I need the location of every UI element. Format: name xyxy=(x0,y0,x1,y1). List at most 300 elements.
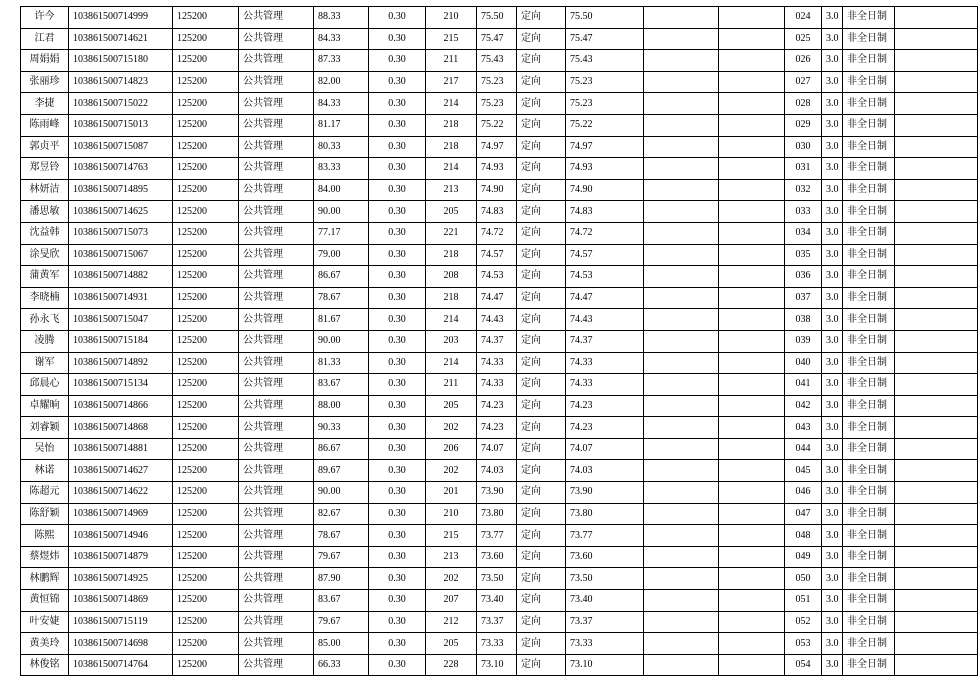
table-row xyxy=(21,28,978,50)
type-cell: 定向 xyxy=(517,266,566,288)
weight-cell: 0.30 xyxy=(369,460,426,482)
table-row xyxy=(21,114,978,136)
exam-id-cell: 103861500714892 xyxy=(69,352,173,374)
blank-cell xyxy=(719,546,785,568)
total-cell: 73.77 xyxy=(566,525,644,547)
note-cell xyxy=(644,136,719,158)
blank-cell xyxy=(719,93,785,115)
trailing-cell xyxy=(895,179,978,201)
type-cell: 定向 xyxy=(517,525,566,547)
blank-cell xyxy=(719,395,785,417)
major-code-cell: 125200 xyxy=(173,287,239,309)
total-cell: 75.23 xyxy=(566,93,644,115)
blank-cell xyxy=(719,28,785,50)
final-cell: 74.23 xyxy=(477,395,517,417)
score-cell: 87.90 xyxy=(314,568,369,590)
seq-cell: 051 xyxy=(785,590,822,612)
exam-id-cell: 103861500714946 xyxy=(69,525,173,547)
name-cell: 林俊铭 xyxy=(21,654,69,676)
table-row xyxy=(21,654,978,676)
table-row xyxy=(21,287,978,309)
study-mode-cell: 非全日制 xyxy=(843,222,895,244)
exam-id-cell: 103861500714625 xyxy=(69,201,173,223)
exam-id-cell: 103861500715022 xyxy=(69,93,173,115)
table-row xyxy=(21,50,978,72)
study-mode-cell: 非全日制 xyxy=(843,309,895,331)
exam-id-cell: 103861500715180 xyxy=(69,50,173,72)
gpa-cell: 3.0 xyxy=(822,374,843,396)
score-cell: 90.00 xyxy=(314,201,369,223)
major-cell: 公共管理 xyxy=(239,309,314,331)
study-mode-cell: 非全日制 xyxy=(843,201,895,223)
weight-cell: 0.30 xyxy=(369,482,426,504)
note-cell xyxy=(644,633,719,655)
gpa-cell: 3.0 xyxy=(822,93,843,115)
weight-cell: 0.30 xyxy=(369,395,426,417)
trailing-cell xyxy=(895,93,978,115)
study-mode-cell: 非全日制 xyxy=(843,395,895,417)
score-cell: 84.33 xyxy=(314,93,369,115)
weight-cell: 0.30 xyxy=(369,136,426,158)
score-cell: 79.67 xyxy=(314,546,369,568)
study-mode-cell: 非全日制 xyxy=(843,93,895,115)
gpa-cell: 3.0 xyxy=(822,633,843,655)
score-cell: 79.00 xyxy=(314,244,369,266)
final-cell: 75.22 xyxy=(477,114,517,136)
trailing-cell xyxy=(895,395,978,417)
final-cell: 73.60 xyxy=(477,546,517,568)
seq-cell: 035 xyxy=(785,244,822,266)
rank-score-cell: 214 xyxy=(426,309,477,331)
table-row xyxy=(21,395,978,417)
blank-cell xyxy=(719,179,785,201)
score-cell: 83.33 xyxy=(314,158,369,180)
table-body xyxy=(21,7,978,676)
study-mode-cell: 非全日制 xyxy=(843,244,895,266)
seq-cell: 042 xyxy=(785,395,822,417)
name-cell: 江君 xyxy=(21,28,69,50)
study-mode-cell: 非全日制 xyxy=(843,28,895,50)
score-cell: 81.67 xyxy=(314,309,369,331)
major-cell: 公共管理 xyxy=(239,330,314,352)
seq-cell: 053 xyxy=(785,633,822,655)
final-cell: 73.50 xyxy=(477,568,517,590)
trailing-cell xyxy=(895,503,978,525)
type-cell: 定向 xyxy=(517,633,566,655)
seq-cell: 041 xyxy=(785,374,822,396)
rank-score-cell: 208 xyxy=(426,266,477,288)
type-cell: 定向 xyxy=(517,352,566,374)
table-row xyxy=(21,525,978,547)
major-code-cell: 125200 xyxy=(173,179,239,201)
major-cell: 公共管理 xyxy=(239,590,314,612)
name-cell: 涂旻欣 xyxy=(21,244,69,266)
rank-score-cell: 228 xyxy=(426,654,477,676)
exam-id-cell: 103861500714882 xyxy=(69,266,173,288)
name-cell: 郭贞平 xyxy=(21,136,69,158)
blank-cell xyxy=(719,222,785,244)
rank-score-cell: 201 xyxy=(426,482,477,504)
major-code-cell: 125200 xyxy=(173,201,239,223)
seq-cell: 032 xyxy=(785,179,822,201)
final-cell: 73.33 xyxy=(477,633,517,655)
note-cell xyxy=(644,179,719,201)
name-cell: 黄美玲 xyxy=(21,633,69,655)
major-cell: 公共管理 xyxy=(239,374,314,396)
exam-id-cell: 103861500714698 xyxy=(69,633,173,655)
trailing-cell xyxy=(895,525,978,547)
final-cell: 74.33 xyxy=(477,352,517,374)
exam-id-cell: 103861500714895 xyxy=(69,179,173,201)
final-cell: 74.93 xyxy=(477,158,517,180)
type-cell: 定向 xyxy=(517,654,566,676)
seq-cell: 034 xyxy=(785,222,822,244)
name-cell: 李晓楠 xyxy=(21,287,69,309)
note-cell xyxy=(644,611,719,633)
exam-id-cell: 103861500714866 xyxy=(69,395,173,417)
note-cell xyxy=(644,309,719,331)
weight-cell: 0.30 xyxy=(369,568,426,590)
seq-cell: 044 xyxy=(785,438,822,460)
score-cell: 82.00 xyxy=(314,71,369,93)
note-cell xyxy=(644,287,719,309)
major-code-cell: 125200 xyxy=(173,309,239,331)
major-cell: 公共管理 xyxy=(239,28,314,50)
blank-cell xyxy=(719,438,785,460)
score-cell: 77.17 xyxy=(314,222,369,244)
final-cell: 75.43 xyxy=(477,50,517,72)
final-cell: 74.83 xyxy=(477,201,517,223)
exam-id-cell: 103861500714763 xyxy=(69,158,173,180)
score-cell: 85.00 xyxy=(314,633,369,655)
major-code-cell: 125200 xyxy=(173,222,239,244)
seq-cell: 046 xyxy=(785,482,822,504)
weight-cell: 0.30 xyxy=(369,330,426,352)
rank-score-cell: 212 xyxy=(426,611,477,633)
study-mode-cell: 非全日制 xyxy=(843,179,895,201)
major-cell: 公共管理 xyxy=(239,287,314,309)
total-cell: 75.47 xyxy=(566,28,644,50)
blank-cell xyxy=(719,71,785,93)
major-cell: 公共管理 xyxy=(239,633,314,655)
rank-score-cell: 214 xyxy=(426,352,477,374)
note-cell xyxy=(644,222,719,244)
name-cell: 吴怡 xyxy=(21,438,69,460)
major-cell: 公共管理 xyxy=(239,50,314,72)
table-row xyxy=(21,417,978,439)
major-code-cell: 125200 xyxy=(173,438,239,460)
note-cell xyxy=(644,114,719,136)
major-code-cell: 125200 xyxy=(173,654,239,676)
score-cell: 86.67 xyxy=(314,438,369,460)
weight-cell: 0.30 xyxy=(369,438,426,460)
total-cell: 74.72 xyxy=(566,222,644,244)
final-cell: 74.47 xyxy=(477,287,517,309)
blank-cell xyxy=(719,7,785,29)
score-cell: 90.00 xyxy=(314,482,369,504)
gpa-cell: 3.0 xyxy=(822,568,843,590)
note-cell xyxy=(644,266,719,288)
type-cell: 定向 xyxy=(517,611,566,633)
seq-cell: 031 xyxy=(785,158,822,180)
final-cell: 74.07 xyxy=(477,438,517,460)
trailing-cell xyxy=(895,482,978,504)
name-cell: 刘睿颖 xyxy=(21,417,69,439)
study-mode-cell: 非全日制 xyxy=(843,7,895,29)
gpa-cell: 3.0 xyxy=(822,136,843,158)
table-row xyxy=(21,546,978,568)
rank-score-cell: 214 xyxy=(426,93,477,115)
type-cell: 定向 xyxy=(517,7,566,29)
major-code-cell: 125200 xyxy=(173,352,239,374)
major-cell: 公共管理 xyxy=(239,503,314,525)
blank-cell xyxy=(719,525,785,547)
study-mode-cell: 非全日制 xyxy=(843,287,895,309)
table-row xyxy=(21,590,978,612)
total-cell: 74.23 xyxy=(566,417,644,439)
gpa-cell: 3.0 xyxy=(822,7,843,29)
study-mode-cell: 非全日制 xyxy=(843,352,895,374)
blank-cell xyxy=(719,266,785,288)
table-row xyxy=(21,633,978,655)
name-cell: 林鹏辉 xyxy=(21,568,69,590)
score-cell: 83.67 xyxy=(314,590,369,612)
exam-id-cell: 103861500714622 xyxy=(69,482,173,504)
rank-score-cell: 218 xyxy=(426,287,477,309)
type-cell: 定向 xyxy=(517,417,566,439)
major-cell: 公共管理 xyxy=(239,114,314,136)
exam-id-cell: 103861500715184 xyxy=(69,330,173,352)
exam-id-cell: 103861500715067 xyxy=(69,244,173,266)
total-cell: 73.80 xyxy=(566,503,644,525)
trailing-cell xyxy=(895,438,978,460)
final-cell: 74.53 xyxy=(477,266,517,288)
blank-cell xyxy=(719,352,785,374)
rank-score-cell: 203 xyxy=(426,330,477,352)
major-cell: 公共管理 xyxy=(239,438,314,460)
total-cell: 74.03 xyxy=(566,460,644,482)
seq-cell: 027 xyxy=(785,71,822,93)
name-cell: 许今 xyxy=(21,7,69,29)
exam-id-cell: 103861500715013 xyxy=(69,114,173,136)
weight-cell: 0.30 xyxy=(369,309,426,331)
study-mode-cell: 非全日制 xyxy=(843,525,895,547)
table-row xyxy=(21,179,978,201)
final-cell: 74.37 xyxy=(477,330,517,352)
blank-cell xyxy=(719,611,785,633)
score-cell: 84.33 xyxy=(314,28,369,50)
name-cell: 陈雨峰 xyxy=(21,114,69,136)
name-cell: 林诺 xyxy=(21,460,69,482)
total-cell: 74.43 xyxy=(566,309,644,331)
final-cell: 73.40 xyxy=(477,590,517,612)
seq-cell: 039 xyxy=(785,330,822,352)
major-code-cell: 125200 xyxy=(173,503,239,525)
exam-id-cell: 103861500714999 xyxy=(69,7,173,29)
rank-score-cell: 202 xyxy=(426,417,477,439)
name-cell: 周娟娟 xyxy=(21,50,69,72)
exam-id-cell: 103861500715073 xyxy=(69,222,173,244)
blank-cell xyxy=(719,482,785,504)
exam-id-cell: 103861500714627 xyxy=(69,460,173,482)
total-cell: 74.07 xyxy=(566,438,644,460)
major-code-cell: 125200 xyxy=(173,611,239,633)
note-cell xyxy=(644,525,719,547)
blank-cell xyxy=(719,330,785,352)
seq-cell: 028 xyxy=(785,93,822,115)
rank-score-cell: 210 xyxy=(426,503,477,525)
table-row xyxy=(21,266,978,288)
gpa-cell: 3.0 xyxy=(822,611,843,633)
table-row xyxy=(21,460,978,482)
name-cell: 潘思敏 xyxy=(21,201,69,223)
name-cell: 黄恒锦 xyxy=(21,590,69,612)
type-cell: 定向 xyxy=(517,50,566,72)
major-cell: 公共管理 xyxy=(239,158,314,180)
rank-score-cell: 207 xyxy=(426,590,477,612)
name-cell: 卓耀晌 xyxy=(21,395,69,417)
name-cell: 陈熙 xyxy=(21,525,69,547)
score-cell: 90.00 xyxy=(314,330,369,352)
major-code-cell: 125200 xyxy=(173,244,239,266)
type-cell: 定向 xyxy=(517,114,566,136)
total-cell: 74.90 xyxy=(566,179,644,201)
blank-cell xyxy=(719,460,785,482)
gpa-cell: 3.0 xyxy=(822,114,843,136)
type-cell: 定向 xyxy=(517,330,566,352)
study-mode-cell: 非全日制 xyxy=(843,114,895,136)
gpa-cell: 3.0 xyxy=(822,590,843,612)
note-cell xyxy=(644,93,719,115)
trailing-cell xyxy=(895,611,978,633)
exam-id-cell: 103861500714879 xyxy=(69,546,173,568)
exam-id-cell: 103861500714969 xyxy=(69,503,173,525)
rank-score-cell: 205 xyxy=(426,395,477,417)
gpa-cell: 3.0 xyxy=(822,395,843,417)
name-cell: 张丽珍 xyxy=(21,71,69,93)
final-cell: 74.23 xyxy=(477,417,517,439)
name-cell: 邱晨心 xyxy=(21,374,69,396)
trailing-cell xyxy=(895,633,978,655)
seq-cell: 029 xyxy=(785,114,822,136)
seq-cell: 033 xyxy=(785,201,822,223)
note-cell xyxy=(644,71,719,93)
seq-cell: 024 xyxy=(785,7,822,29)
trailing-cell xyxy=(895,266,978,288)
major-cell: 公共管理 xyxy=(239,546,314,568)
trailing-cell xyxy=(895,222,978,244)
table-row xyxy=(21,201,978,223)
gpa-cell: 3.0 xyxy=(822,244,843,266)
rank-score-cell: 205 xyxy=(426,633,477,655)
blank-cell xyxy=(719,417,785,439)
rank-score-cell: 218 xyxy=(426,114,477,136)
weight-cell: 0.30 xyxy=(369,546,426,568)
gpa-cell: 3.0 xyxy=(822,222,843,244)
score-cell: 81.17 xyxy=(314,114,369,136)
name-cell: 叶安婕 xyxy=(21,611,69,633)
exam-id-cell: 103861500715047 xyxy=(69,309,173,331)
type-cell: 定向 xyxy=(517,93,566,115)
name-cell: 蔡煜炜 xyxy=(21,546,69,568)
score-cell: 82.67 xyxy=(314,503,369,525)
study-mode-cell: 非全日制 xyxy=(843,503,895,525)
study-mode-cell: 非全日制 xyxy=(843,330,895,352)
study-mode-cell: 非全日制 xyxy=(843,266,895,288)
type-cell: 定向 xyxy=(517,222,566,244)
major-cell: 公共管理 xyxy=(239,244,314,266)
seq-cell: 052 xyxy=(785,611,822,633)
rank-score-cell: 221 xyxy=(426,222,477,244)
table-row xyxy=(21,611,978,633)
major-cell: 公共管理 xyxy=(239,136,314,158)
gpa-cell: 3.0 xyxy=(822,266,843,288)
gpa-cell: 3.0 xyxy=(822,309,843,331)
seq-cell: 026 xyxy=(785,50,822,72)
rank-score-cell: 213 xyxy=(426,179,477,201)
weight-cell: 0.30 xyxy=(369,28,426,50)
weight-cell: 0.30 xyxy=(369,201,426,223)
gpa-cell: 3.0 xyxy=(822,287,843,309)
final-cell: 75.50 xyxy=(477,7,517,29)
weight-cell: 0.30 xyxy=(369,374,426,396)
total-cell: 73.37 xyxy=(566,611,644,633)
weight-cell: 0.30 xyxy=(369,222,426,244)
table-row xyxy=(21,352,978,374)
study-mode-cell: 非全日制 xyxy=(843,654,895,676)
name-cell: 凌腾 xyxy=(21,330,69,352)
note-cell xyxy=(644,50,719,72)
major-code-cell: 125200 xyxy=(173,374,239,396)
exam-id-cell: 103861500715119 xyxy=(69,611,173,633)
blank-cell xyxy=(719,50,785,72)
seq-cell: 040 xyxy=(785,352,822,374)
type-cell: 定向 xyxy=(517,179,566,201)
major-code-cell: 125200 xyxy=(173,460,239,482)
study-mode-cell: 非全日制 xyxy=(843,460,895,482)
score-cell: 86.67 xyxy=(314,266,369,288)
rank-score-cell: 217 xyxy=(426,71,477,93)
table-row xyxy=(21,93,978,115)
weight-cell: 0.30 xyxy=(369,633,426,655)
score-cell: 79.67 xyxy=(314,611,369,633)
major-cell: 公共管理 xyxy=(239,71,314,93)
name-cell: 郑昱铃 xyxy=(21,158,69,180)
gpa-cell: 3.0 xyxy=(822,158,843,180)
major-code-cell: 125200 xyxy=(173,546,239,568)
note-cell xyxy=(644,482,719,504)
blank-cell xyxy=(719,158,785,180)
note-cell xyxy=(644,352,719,374)
total-cell: 74.83 xyxy=(566,201,644,223)
blank-cell xyxy=(719,503,785,525)
score-cell: 84.00 xyxy=(314,179,369,201)
gpa-cell: 3.0 xyxy=(822,482,843,504)
exam-id-cell: 103861500715134 xyxy=(69,374,173,396)
exam-id-cell: 103861500714764 xyxy=(69,654,173,676)
note-cell xyxy=(644,28,719,50)
final-cell: 75.23 xyxy=(477,71,517,93)
type-cell: 定向 xyxy=(517,438,566,460)
major-code-cell: 125200 xyxy=(173,330,239,352)
study-mode-cell: 非全日制 xyxy=(843,546,895,568)
type-cell: 定向 xyxy=(517,546,566,568)
trailing-cell xyxy=(895,136,978,158)
trailing-cell xyxy=(895,28,978,50)
gpa-cell: 3.0 xyxy=(822,50,843,72)
gpa-cell: 3.0 xyxy=(822,352,843,374)
blank-cell xyxy=(719,114,785,136)
